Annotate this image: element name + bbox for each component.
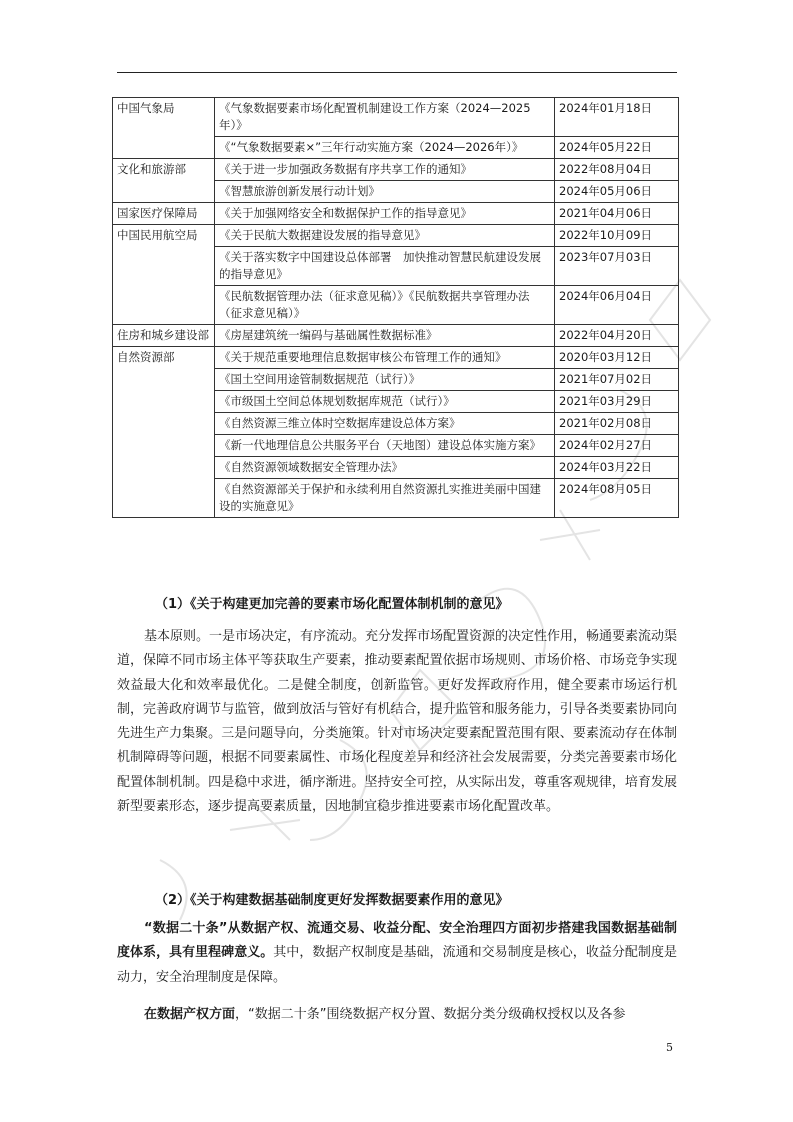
document-cell: 《关于落实数字中国建设总体部署 加快推动智慧民航建设发展的指导意见》: [215, 247, 555, 286]
department-cell: 中国民用航空局: [113, 225, 215, 325]
document-cell: 《“气象数据要素×”三年行动实施方案（2024—2026年）》: [215, 137, 555, 159]
table-row: [113, 159, 679, 181]
policy-table: [112, 97, 679, 518]
document-cell: 《智慧旅游创新发展行动计划》: [215, 181, 555, 203]
table-row: [113, 98, 679, 137]
date-cell: 2022年04月20日: [555, 325, 679, 347]
document-cell: 《关于规范重要地理信息数据审核公布管理工作的通知》: [215, 347, 555, 369]
date-cell: 2024年05月06日: [555, 181, 679, 203]
department-cell: 文化和旅游部: [113, 159, 215, 203]
date-cell: 2021年04月06日: [555, 203, 679, 225]
section1-body-text: 基本原则。一是市场决定，有序流动。充分发挥市场配置资源的决定性作用，畅通要素流动渠道，保障不同市场主体平等获取生产要素，推动要素配置依据市场规则、市场价格、市场竞争实现效益最大化和效率最优化。二是健全制度，创新监管。更好发挥政府作用，健全要素市场运行机制，完善政府调节与监管，做到放活与管好有机结合，提升监管和服务能力，引导各类要素协同向先进生产力集聚。三是问题导向，分类施策。针对市场决定要素配置范围有限、要素流动存在体制机制障碍等问题，根据不同要素属性、市场化程度差异和经济社会发展需要，分类完善要素市场化配置体制机制。四是稳中求进，循序渐进。坚持安全可控，从实际出发，尊重客观规律，培育发展新型要素形态，逐步提高要素质量，因地制宜稳步推进要素市场化配置改革。: [117, 629, 678, 815]
date-cell: 2024年01月18日: [555, 98, 679, 137]
date-cell: 2023年07月03日: [555, 247, 679, 286]
section1-heading: （1）《关于构建更加完善的要素市场化配置体制机制的意见》: [155, 597, 509, 612]
date-cell: 2022年10月09日: [555, 225, 679, 247]
table-row: [113, 325, 679, 347]
section2-paragraph-2: [117, 1003, 677, 1027]
document-cell: 《关于民航大数据建设发展的指导意见》: [215, 225, 555, 247]
section2-paragraph-1: [117, 917, 677, 990]
date-cell: 2024年06月04日: [555, 286, 679, 325]
document-cell: 《关于加强网络安全和数据保护工作的指导意见》: [215, 203, 555, 225]
date-cell: 2020年03月12日: [555, 347, 679, 369]
document-cell: 《自然资源三维立体时空数据库建设总体方案》: [215, 413, 555, 435]
header-rule: [117, 72, 677, 73]
table-row: [113, 225, 679, 247]
section2-p2-bold: 在数据产权方面: [144, 1007, 236, 1022]
document-cell: 《关于进一步加强政务数据有序共享工作的通知》: [215, 159, 555, 181]
date-cell: 2024年03月22日: [555, 457, 679, 479]
document-cell: 《房屋建筑统一编码与基础属性数据标准》: [215, 325, 555, 347]
document-cell: 《市级国土空间总体规划数据库规范（试行）》: [215, 391, 555, 413]
section2-p1-rest: 其中，数据产权制度是基础，流通和交易制度是核心，收益分配制度是动力，安全治理制度是保障。: [117, 945, 677, 985]
date-cell: 2024年02月27日: [555, 435, 679, 457]
document-cell: 《新一代地理信息公共服务平台（天地图）建设总体实施方案》: [215, 435, 555, 457]
table-row: [113, 203, 679, 225]
date-cell: 2021年07月02日: [555, 369, 679, 391]
page-number: 5: [666, 1041, 673, 1054]
section1-body: [117, 625, 677, 819]
department-cell: 中国气象局: [113, 98, 215, 159]
date-cell: 2024年05月22日: [555, 137, 679, 159]
department-cell: 住房和城乡建设部: [113, 325, 215, 347]
department-cell: 自然资源部: [113, 347, 215, 518]
section2-p2-rest: ，“数据二十条”围绕数据产权分置、数据分类分级确权授权以及各参: [235, 1007, 626, 1022]
section2-p1-bold: “数据二十条”从数据产权、流通交易、收益分配、安全治理四方面初步搭建我国数据基础制度体系，具有里程碑意义。: [117, 921, 677, 961]
date-cell: 2021年02月08日: [555, 413, 679, 435]
document-cell: 《国土空间用途管制数据规范（试行）》: [215, 369, 555, 391]
document-cell: 《自然资源领域数据安全管理办法》: [215, 457, 555, 479]
section2-heading: （2）《关于构建数据基础制度更好发挥数据要素作用的意见》: [155, 893, 509, 908]
policy-table-body: [113, 98, 679, 518]
date-cell: 2022年08月04日: [555, 159, 679, 181]
document-cell: 《气象数据要素市场化配置机制建设工作方案（2024—2025年）》: [215, 98, 555, 137]
table-row: [113, 347, 679, 369]
document-cell: 《自然资源部关于保护和永续利用自然资源扎实推进美丽中国建设的实施意见》: [215, 479, 555, 518]
department-cell: 国家医疗保障局: [113, 203, 215, 225]
date-cell: 2024年08月05日: [555, 479, 679, 518]
document-cell: 《民航数据管理办法（征求意见稿）》《民航数据共享管理办法（征求意见稿）》: [215, 286, 555, 325]
date-cell: 2021年03月29日: [555, 391, 679, 413]
